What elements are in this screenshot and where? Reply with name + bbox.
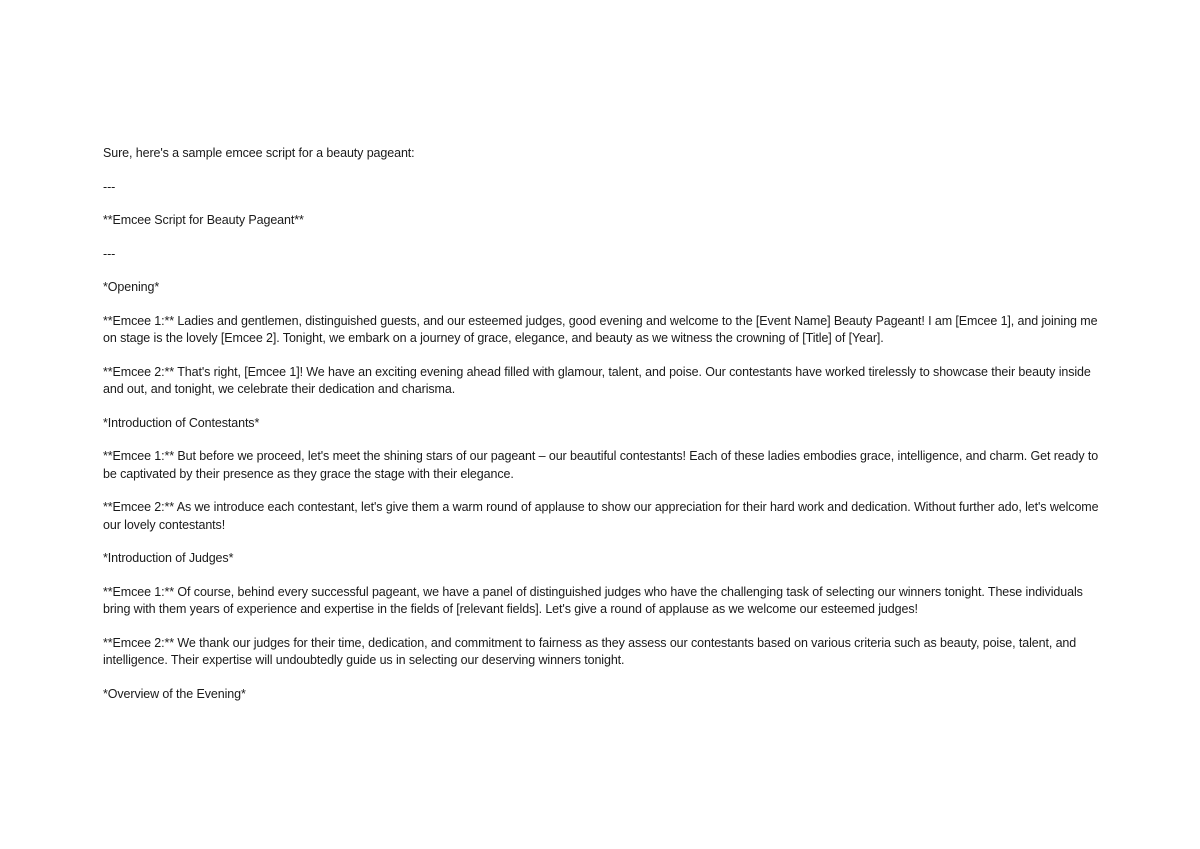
section-heading-contestants: *Introduction of Contestants* bbox=[103, 415, 260, 430]
section-heading-overview: *Overview of the Evening* bbox=[103, 686, 246, 701]
emcee-1-contestants-paragraph: **Emcee 1:** But before we proceed, let's meet the shining stars of our pageant – our beautiful contestants! Each of these ladies embodies grace, intelligence, and charm. Get ready to be captivated by their presence as they grace the stage with their elegance. bbox=[103, 449, 1099, 481]
emcee-2-judges-paragraph: **Emcee 2:** We thank our judges for their time, dedication, and commitment to fairness as they assess our contestants based on various criteria such as beauty, poise, talent, and intelligence. Their expertise will undoubtedly guide us in selecting our deserving winners tonight. bbox=[103, 635, 1077, 667]
separator-line: --- bbox=[103, 246, 116, 261]
emcee-1-opening-paragraph: **Emcee 1:** Ladies and gentlemen, distinguished guests, and our esteemed judges, good evening and welcome to the [Event Name] Beauty Pageant! I am [Emcee 1], and joining me on stage is the lovely [Emcee 2]. Tonight, we embark on a journey of grace, elegance, and beauty as we witness the crowning of [Title] of [Year]. bbox=[103, 313, 1098, 345]
emcee-2-contestants-paragraph: **Emcee 2:** As we introduce each contestant, let's give them a warm round of applause to show our appreciation for their hard work and dedication. Without further ado, let's welcome our lovely contestants! bbox=[103, 500, 1099, 532]
document-body bbox=[103, 145, 1103, 719]
intro-line: Sure, here's a sample emcee script for a beauty pageant: bbox=[103, 146, 415, 160]
emcee-2-opening-paragraph: **Emcee 2:** That's right, [Emcee 1]! We have an exciting evening ahead filled with glamour, talent, and poise. Our contestants have worked tirelessly to showcase their beauty inside and out, and tonight, we celebrate their dedication and charisma. bbox=[103, 364, 1091, 396]
script-title: **Emcee Script for Beauty Pageant** bbox=[103, 213, 304, 227]
section-heading-opening: *Opening* bbox=[103, 280, 160, 294]
emcee-1-judges-paragraph: **Emcee 1:** Of course, behind every successful pageant, we have a panel of distinguished judges who have the challenging task of selecting our winners tonight. These individuals bring with them years of experience and expertise in the fields of [relevant fields]. Let's give a round of applause as we welcome our esteemed judges! bbox=[103, 584, 1083, 616]
separator-line: --- bbox=[103, 179, 116, 194]
section-heading-judges: *Introduction of Judges* bbox=[103, 551, 234, 565]
